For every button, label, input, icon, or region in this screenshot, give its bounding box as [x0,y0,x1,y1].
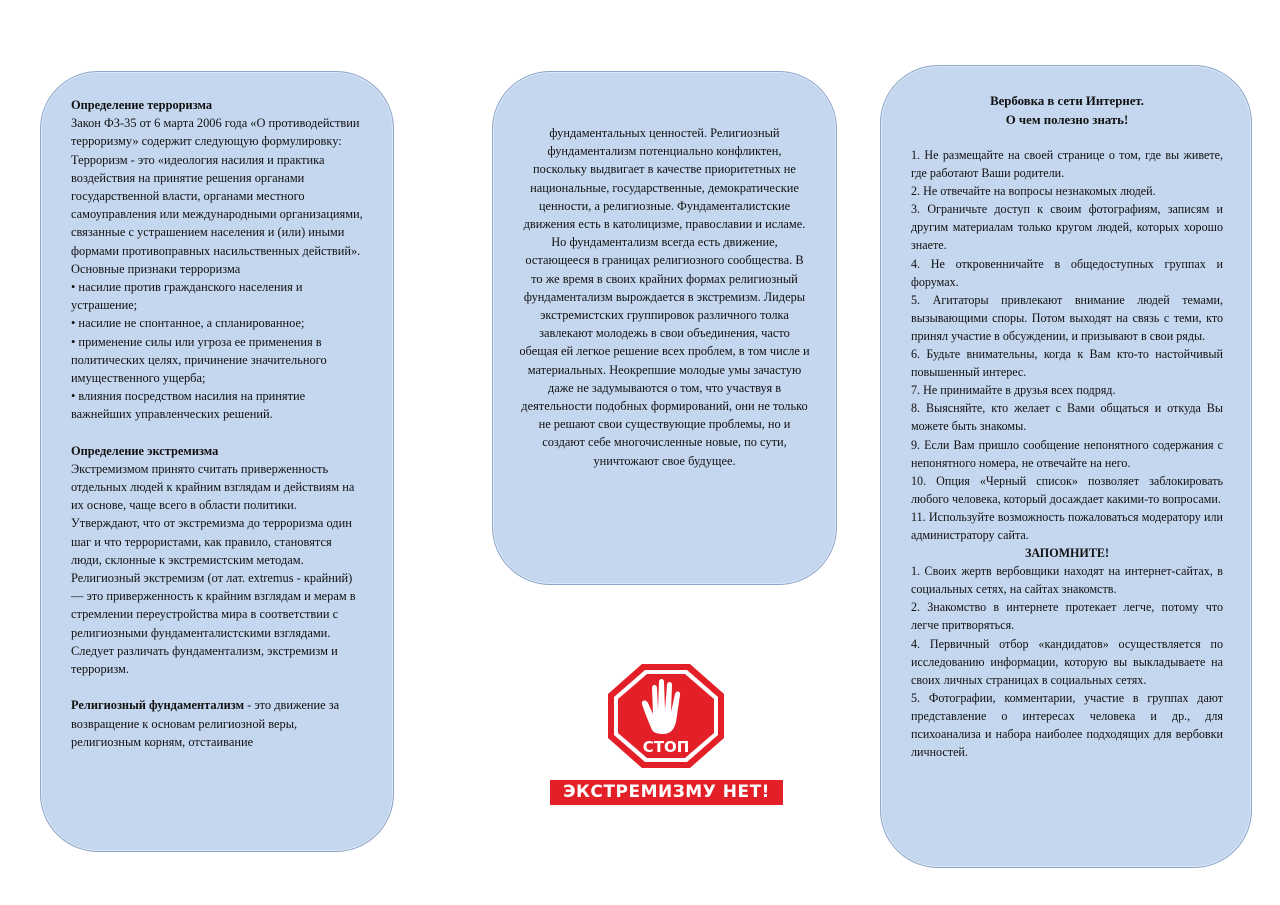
sign-item: • насилие против гражданского населения и устрашение; [71,280,303,313]
fundamentalism-paragraph [71,696,363,751]
stop-text: СТОП [642,738,690,756]
tip-item: 9. Если Вам пришло сообщение непонятного содержания с непонятного номера, не отвечайте на него. [911,437,1223,470]
tip-item: 5. Агитаторы привлекают внимание людей темами, вызывающими споры. Потом выходят на связь с теми, кто принял участие в обсуждении, и призывают в свои ряды. [911,292,1223,343]
panel-middle [492,71,837,585]
remember-heading: ЗАПОМНИТЕ! [1024,546,1110,561]
panel-right [880,65,1252,868]
sign-item: • влияния посредством насилия на принятие важнейших управленческих решений. [71,389,306,422]
panel-left [40,71,394,852]
stop-hand-icon [608,664,724,768]
tip-item: 7. Не принимайте в друзья всех подряд. [911,383,1116,398]
signs-title: Основные признаки терроризма [71,261,241,276]
sign-item: • применение силы или угроза ее применения в политических целях, причинение значительного имущественного ущерба; [71,334,327,386]
remember-item: 4. Первичный отбор «кандидатов» осуществляется по исследованию информации, которую вы выкладываете на своих личных страницах в социальных сетях. [911,636,1223,687]
extremism-heading: Определение экстремизма [71,443,219,458]
tip-item: 6. Будьте внимательны, когда к Вам кто-то настойчивый повышенный интерес. [911,347,1223,380]
recruitment-title: Вербовка в сети Интернет. [990,94,1144,108]
extremism-definition: Экстремизмом принято считать приверженность отдельных людей к крайним взглядам и действиям на их основе, чаще всего в области политики. Утверждают, что от экстремизма до терроризма один шаг и что террористами, как правило, становятся люди, склонные к экстремистским методам. Религиозный экстремизм (от лат. extremus - крайний) — это приверженность к крайним взглядам и мерам в стремлении переустройства мира в соответствии с религиозными фундаменталистскими взглядами. [71,461,356,640]
terrorism-heading: Определение терроризма [71,98,213,112]
remember-item: 5. Фотографии, комментарии, участие в группах дают представление о интересах человека и др., для психоанализа и набора наиболее подходящих для вербовки личностей. [911,690,1223,760]
fundamentalism-definition: - это движение за возвращение к основам религиозной веры, религиозным корням, отстаивание [71,698,340,749]
tip-item: 1. Не размещайте на своей странице о том, где вы живете, где работают Ваши родители. [911,148,1223,181]
tip-item: 8. Выясняйте, кто желает с Вами общаться и откуда Вы можете быть знакомы. [911,401,1223,434]
remember-item: 1. Своих жертв вербовщики находят на интернет-сайтах, в социальных сетях, на сайтах знакомств. [911,564,1223,597]
tip-item: 4. Не откровенничайте в общедоступных группах и форумах. [911,256,1223,289]
distinguish-note: Следует различать фундаментализм, экстремизм и терроризм. [71,643,338,677]
sign-item: • насилие не спонтанное, а спланированное; [71,316,305,331]
remember-item: 2. Знакомство в интернете протекает легче, потому что легче притворяться. [911,600,1223,633]
tip-item: 3. Ограничьте доступ к своим фотографиям, записям и другим материалам только кругом людей, которых хорошо знаете. [911,202,1223,253]
terrorism-definition: Закон ФЗ-35 от 6 марта 2006 года «О противодействии терроризму» содержит следующую формулировку: Терроризм - это «идеология насилия и практика воздействия на принятие решения органами государственной власти, органами местного самоуправления или международными организациями, связанные с устрашением населения и (или) иными формами противоправных насильственных действий». [71,116,363,258]
tip-item: 11. Используйте возможность пожаловаться модератору или администратору сайта. [911,509,1223,542]
fundamentalism-heading: Религиозный фундаментализм [71,698,245,713]
fundamentalism-continued: фундаментальных ценностей. Религиозный фундаментализм потенциально конфликтен, поскольку выдвигает в качестве приоритетных не национальные, государственные, демократические ценности, а религиозные. Фундаменталистские движения есть в католицизме, православии и исламе. Но фундаментализм всегда есть движение, остающееся в границах религиозного сообщества. В то же время в своих крайних формах религиозный фундаментализм вырождается в экстремизм. Лидеры экстремистских группировок различного толка завлекают молодежь в свои объединения, часто обещая ей легкое решение всех проблем, в том числе и материальных. Неокрепшие молодые умы зачастую даже не задумываются о том, что участвуя в деятельности подобных формирований, они не только не решают свои существующие проблемы, но и создают себе многочисленные новые, по сути, уничтожают свое будущее. [519,126,810,468]
tip-item: 2. Не отвечайте на вопросы незнакомых людей. [911,184,1156,199]
extremism-no-banner: ЭКСТРЕМИЗМУ НЕТ! [550,780,783,805]
stop-extremism-logo [550,664,786,808]
recruitment-subtitle: О чем полезно знать! [1005,113,1129,127]
tip-item: 10. Опция «Черный список» позволяет заблокировать любого человека, который досаждает какими-то вопросами. [911,473,1223,506]
